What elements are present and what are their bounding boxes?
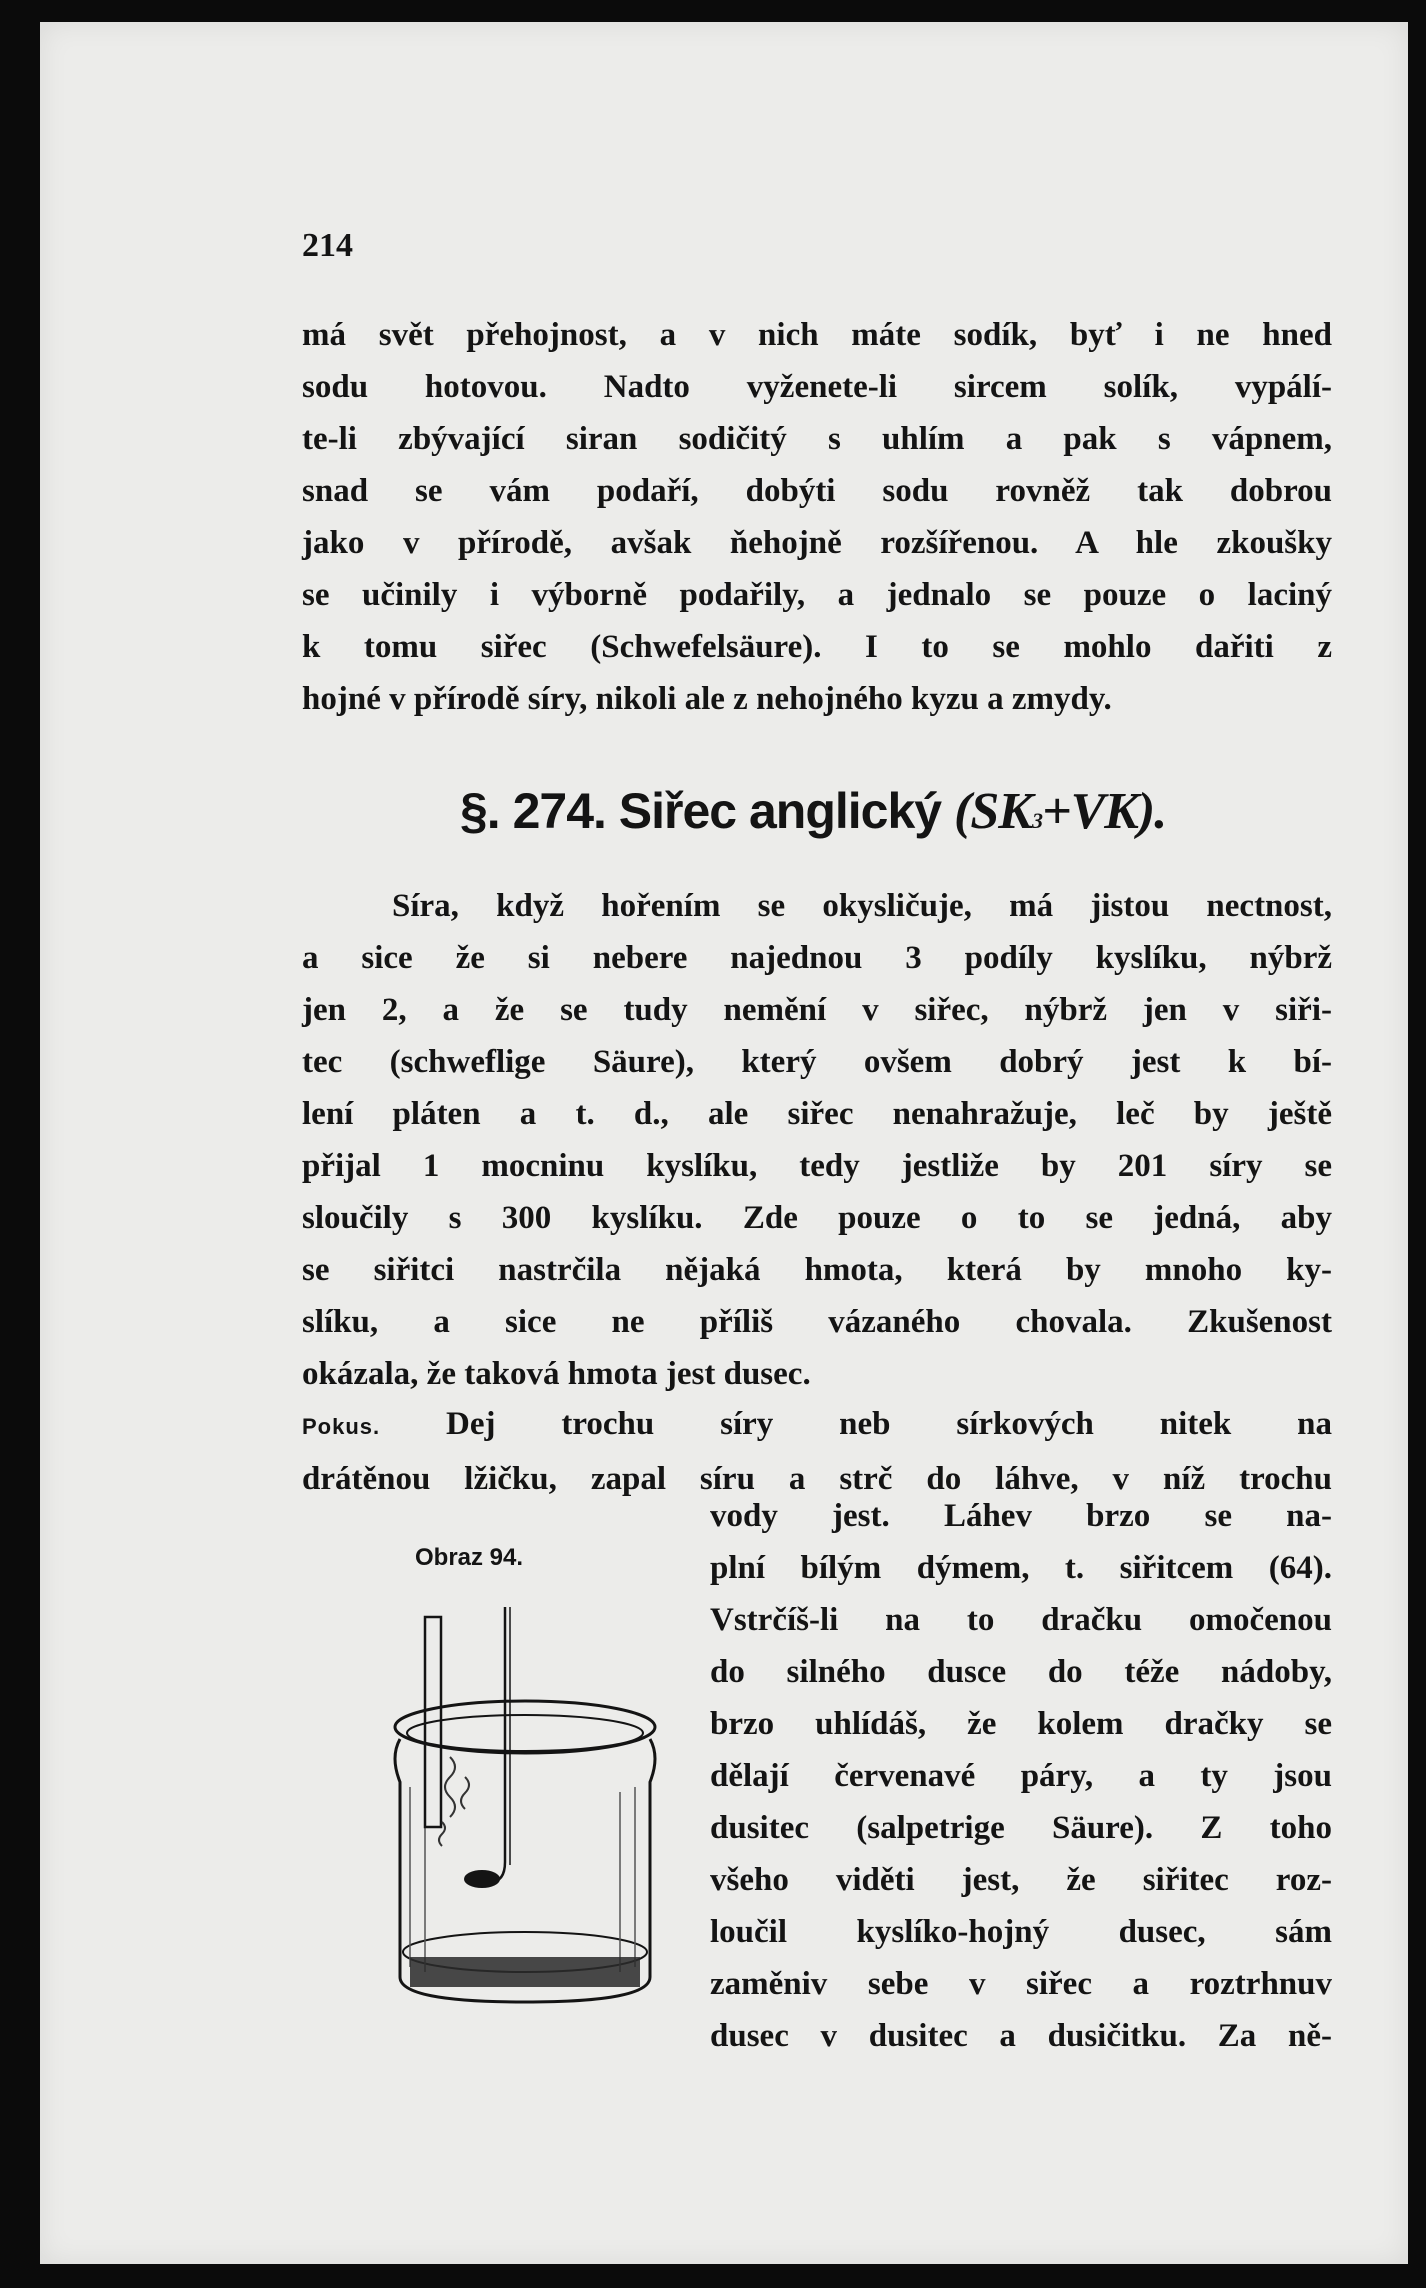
text-line: okázala, že taková hmota jest dusec. (302, 1356, 811, 1392)
text-line: loučil kyslíko-hojný dusec, sám (710, 1914, 1332, 1950)
jar-illustration (370, 1607, 680, 2017)
text-line: vody jest. Láhev brzo se na- (710, 1498, 1332, 1534)
section-heading (460, 782, 1180, 841)
text-line: a sice že si nebere najednou 3 podíly kyslíku, nýbrž (302, 940, 1332, 976)
text-line: lení pláten a t. d., ale siřec nenahražuje, leč by ještě (302, 1096, 1332, 1132)
text-line: drátěnou lžičku, zapal síru a strč do láhve, v níž trochu (302, 1461, 1332, 1497)
text-line: jako v přírodě, avšak ňehojně rozšířenou. A hle zkoušky (302, 525, 1332, 561)
section-formula: (SK3+VK). (954, 783, 1167, 840)
text-line: zaměniv sebe v siřec a roztrhnuv (710, 1966, 1332, 2002)
text-line: všeho viděti jest, že siřitec roz- (710, 1862, 1332, 1898)
text-line: brzo uhlídáš, že kolem dračky se (710, 1706, 1332, 1742)
text-line: dusec v dusitec a dusičitku. Za ně- (710, 2018, 1332, 2054)
text-line: slíku, a sice ne příliš vázaného chovala. Zkušenost (302, 1304, 1332, 1340)
book-page (40, 22, 1408, 2264)
text-line: Síra, když hořením se okysličuje, má jistou nectnost, (392, 888, 1332, 924)
pokus-block (302, 1398, 1332, 1505)
text-line: k tomu siřec (Schwefelsäure). I to se mohlo dařiti z (302, 629, 1332, 665)
text-line: jen 2, a že se tudy nemění v siřec, nýbrž jen v siři- (302, 992, 1332, 1028)
text-line: hojné v přírodě síry, nikoli ale z nehojného kyzu a zmydy. (302, 681, 1112, 717)
paragraph-2 (302, 880, 1332, 1400)
pokus-label: Pokus. (302, 1414, 381, 1439)
text-line: te-li zbývající siran sodičitý s uhlím a pak s vápnem, (302, 421, 1332, 457)
text-line: plní bílým dýmem, t. siřitcem (64). (710, 1550, 1332, 1586)
text-line: snad se vám podaří, dobýti sodu rovněž tak dobrou (302, 473, 1332, 509)
text-line: Pokus. Dej trochu síry neb sírkových nitek na (302, 1406, 1332, 1442)
text-line: dělají červenavé páry, a ty jsou (710, 1758, 1332, 1794)
section-title: §. 274. Siřec anglický (460, 783, 942, 839)
text-line: tec (schweflige Säure), který ovšem dobrý jest k bí- (302, 1044, 1332, 1080)
text-line: Vstrčíš-li na to dračku omočenou (710, 1602, 1332, 1638)
text-line: do silného dusce do téže nádoby, (710, 1654, 1332, 1690)
page-number: 214 (302, 227, 353, 264)
text-line: přijal 1 mocninu kyslíku, tedy jestliže by 201 síry se (302, 1148, 1332, 1184)
text-line: sodu hotovou. Nadto vyženete-li sircem solík, vypálí- (302, 369, 1332, 405)
text-line: sloučily s 300 kyslíku. Zde pouze o to se jedná, aby (302, 1200, 1332, 1236)
paragraph-1 (302, 309, 1332, 725)
text-line: má svět přehojnost, a v nich máte sodík, byť i ne hned (302, 317, 1332, 353)
paragraph-3 (710, 1490, 1332, 2062)
text-line: se učinily i výborně podařily, a jednalo se pouze o laciný (302, 577, 1332, 613)
text-line: se siřitci nastrčila nějaká hmota, která by mnoho ky- (302, 1252, 1332, 1288)
figure-caption: Obraz 94. (415, 1544, 524, 1571)
text-line: dusitec (salpetrige Säure). Z toho (710, 1810, 1332, 1846)
